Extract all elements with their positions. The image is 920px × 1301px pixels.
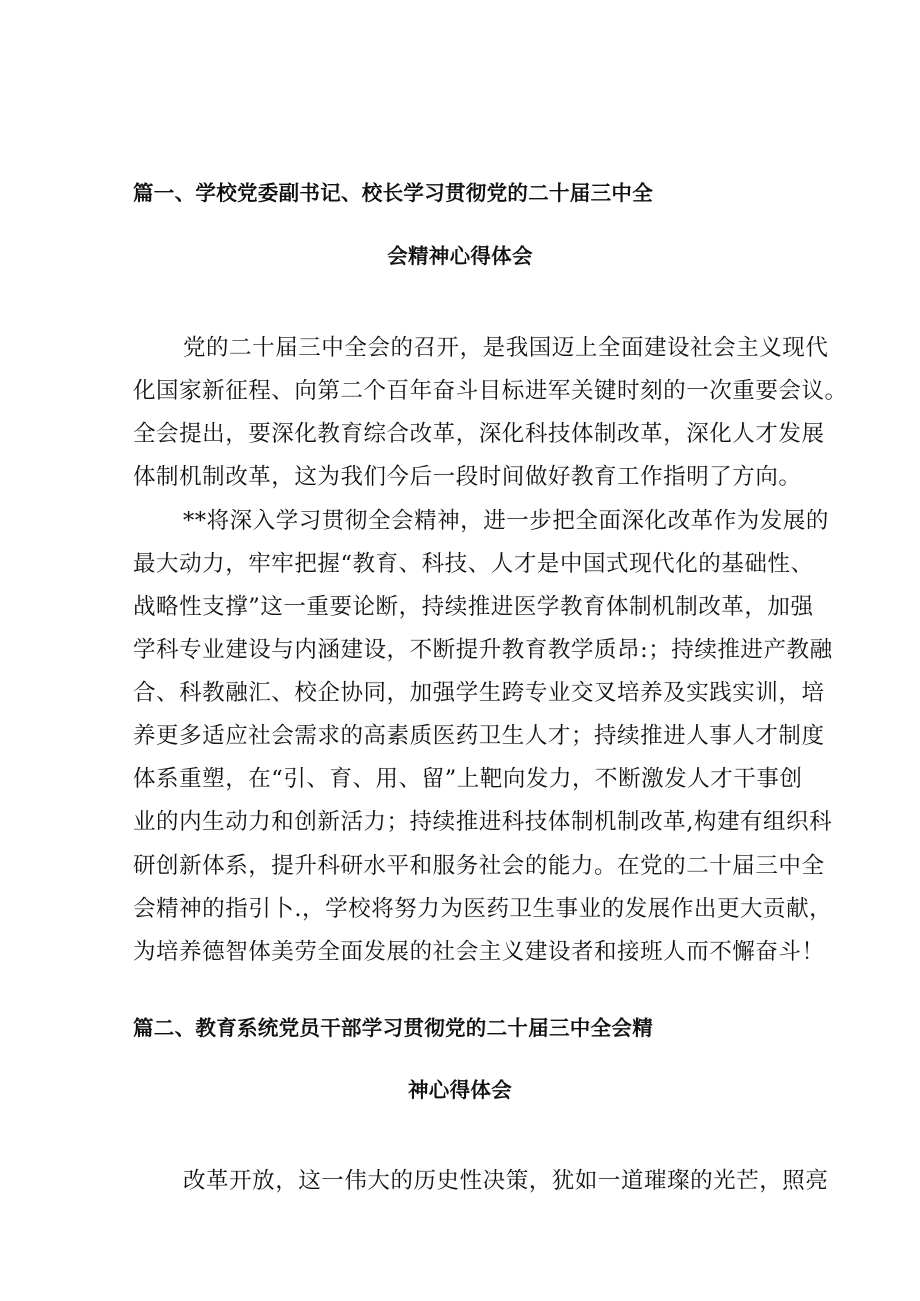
- section1-para2-line: 养更多适应社会需求的高素质医药卫生人才；持续推进人事人才制度: [133, 723, 825, 749]
- section1-title-line2: 会精神心得体会: [387, 244, 533, 268]
- section2-para1-line: 改革开放，这一伟大的历史性决策，犹如一道璀璨的光芒，照亮: [183, 1168, 829, 1194]
- section1-title-line1: 篇一、学校党委副书记、校长学习贯彻党的二十届三中全: [133, 181, 653, 205]
- section1-para1-line: 全会提出，要深化教育综合改革，深化科技体制改革，深化人才发展: [133, 421, 825, 447]
- section1-para2-line: 战略性支撑”这一重要论断，持续推进医学教育体制机制改革，加强: [133, 594, 814, 620]
- section1-para2-line: 体系重塑，在“引、育、用、留”上靶向发力，不断激发人才干事创: [133, 766, 803, 792]
- section1-para1-line: 化国家新征程、向第二个百年奋斗目标进军关键时刻的一次重要会议。: [133, 378, 848, 404]
- section1-para2-line: 会精神的指引卜.，学校将努力为医药卫生事业的发展作出更大贡献，: [133, 896, 833, 922]
- section1-para1-line: 体制机制改革，这为我们今后一段时间做好教育工作指明了方向。: [133, 464, 802, 490]
- section1-para2-line: 为培养德智体美劳全面发展的社会主义建设者和接班人而不懈奋斗！: [133, 939, 825, 965]
- section2-title-line2: 神心得体会: [408, 1078, 512, 1102]
- section1-para2-line: 最大动力，牢牢把握“教育、科技、人才是中国式现代化的基础性、: [133, 551, 814, 577]
- section1-para2-line: 合、科教融汇、校企协同，加强学生跨专业交叉培养及实践实训，培: [133, 680, 825, 706]
- section1-para2-line: 研创新体系，提升科研水平和服务社会的能力。在党的二十届三中全: [133, 853, 825, 879]
- section1-para2-line: **将深入学习贯彻全会精神，进一步把全面深化改革作为发展的: [183, 508, 829, 534]
- section1-para2-line: 学科专业建设与内涵建设，不断提升教育教学质昂:；持续推进产教融: [133, 637, 833, 663]
- section1-para1-line: 党的二十届三中全会的召开，是我国迈上全面建设社会主义现代: [183, 335, 829, 361]
- section2-title-line1: 篇二、教育系统党员干部学习贯彻党的二十届三中全会精: [133, 1016, 653, 1040]
- section1-para2-line: 业的内生动力和创新活力；持续推进科技体制机制改革,构建有组织科: [133, 809, 833, 835]
